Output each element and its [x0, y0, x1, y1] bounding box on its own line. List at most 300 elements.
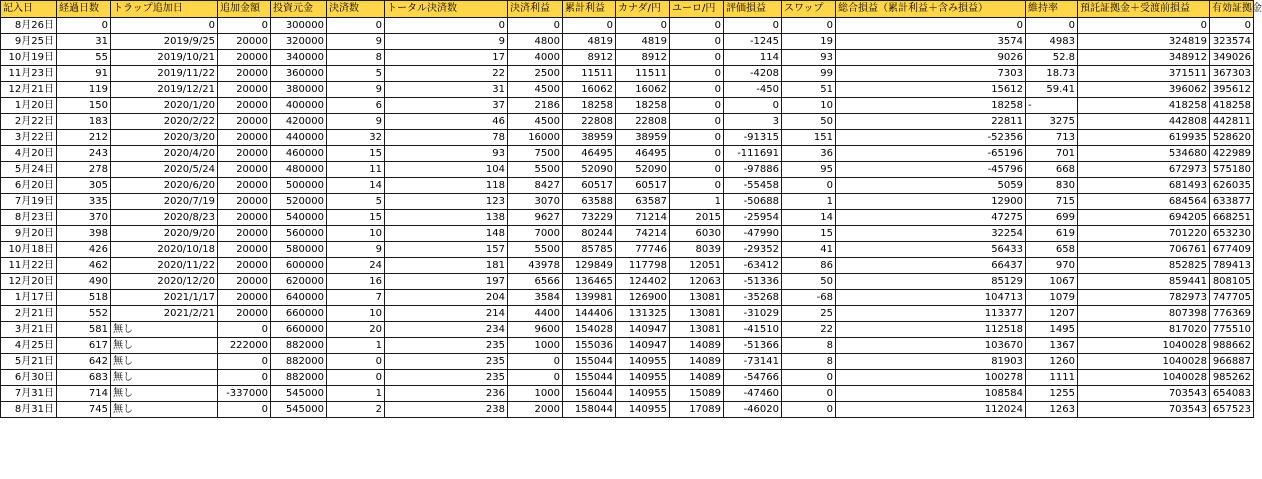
table-cell[interactable]: 0: [57, 18, 111, 34]
table-cell[interactable]: 370: [57, 210, 111, 226]
table-cell[interactable]: 714: [57, 386, 111, 402]
table-cell[interactable]: 0: [670, 50, 724, 66]
table-cell[interactable]: 214: [385, 306, 508, 322]
table-cell[interactable]: -46020: [724, 402, 782, 418]
table-cell[interactable]: 85129: [836, 274, 1026, 290]
table-cell[interactable]: 442811: [1210, 114, 1254, 130]
table-cell[interactable]: 985262: [1210, 370, 1254, 386]
table-cell[interactable]: -41510: [724, 322, 782, 338]
table-cell[interactable]: 0: [218, 354, 271, 370]
table-cell[interactable]: 235: [385, 338, 508, 354]
table-cell[interactable]: -91315: [724, 130, 782, 146]
table-cell[interactable]: 0: [508, 18, 563, 34]
table-cell[interactable]: 150: [57, 98, 111, 114]
table-cell[interactable]: 18258: [616, 98, 670, 114]
table-cell[interactable]: 2019/10/21: [111, 50, 218, 66]
table-cell[interactable]: 2020/1/20: [111, 98, 218, 114]
table-cell[interactable]: 22808: [563, 114, 616, 130]
table-cell[interactable]: 8月23日: [1, 210, 57, 226]
table-cell[interactable]: 156044: [563, 386, 616, 402]
table-cell[interactable]: 50: [782, 274, 836, 290]
table-cell[interactable]: 0: [508, 370, 563, 386]
table-cell[interactable]: 2020/3/20: [111, 130, 218, 146]
table-cell[interactable]: 78: [385, 130, 508, 146]
table-cell[interactable]: 56433: [836, 242, 1026, 258]
table-cell[interactable]: 677409: [1210, 242, 1254, 258]
table-cell[interactable]: 776369: [1210, 306, 1254, 322]
table-cell[interactable]: 633877: [1210, 194, 1254, 210]
table-cell[interactable]: 112518: [836, 322, 1026, 338]
table-cell[interactable]: 859441: [1078, 274, 1210, 290]
table-cell[interactable]: 10月18日: [1, 242, 57, 258]
table-cell[interactable]: 80244: [563, 226, 616, 242]
table-cell[interactable]: 5月24日: [1, 162, 57, 178]
table-cell[interactable]: 1255: [1026, 386, 1078, 402]
table-cell[interactable]: 47275: [836, 210, 1026, 226]
table-cell[interactable]: 20: [327, 322, 385, 338]
column-header[interactable]: 決済数: [327, 1, 385, 18]
table-cell[interactable]: 9: [385, 34, 508, 50]
table-cell[interactable]: 2020/5/24: [111, 162, 218, 178]
table-cell[interactable]: 7: [327, 290, 385, 306]
table-cell[interactable]: 10: [782, 98, 836, 114]
table-cell[interactable]: 640000: [271, 290, 327, 306]
table-cell[interactable]: -51366: [724, 338, 782, 354]
table-cell[interactable]: 140947: [616, 338, 670, 354]
table-cell[interactable]: 11月23日: [1, 66, 57, 82]
table-cell[interactable]: 460000: [271, 146, 327, 162]
table-cell[interactable]: 882000: [271, 354, 327, 370]
table-cell[interactable]: 2020/4/20: [111, 146, 218, 162]
table-cell[interactable]: 無し: [111, 370, 218, 386]
table-cell[interactable]: 6030: [670, 226, 724, 242]
table-cell[interactable]: 6566: [508, 274, 563, 290]
table-cell[interactable]: 1: [327, 338, 385, 354]
table-cell[interactable]: 154028: [563, 322, 616, 338]
table-cell[interactable]: 320000: [271, 34, 327, 50]
table-cell[interactable]: 0: [670, 66, 724, 82]
table-cell[interactable]: 0: [782, 18, 836, 34]
table-cell[interactable]: 360000: [271, 66, 327, 82]
table-cell[interactable]: 1040028: [1078, 338, 1210, 354]
table-cell[interactable]: 20000: [218, 274, 271, 290]
table-cell[interactable]: 3275: [1026, 114, 1078, 130]
table-cell[interactable]: -63412: [724, 258, 782, 274]
table-cell[interactable]: 2020/12/20: [111, 274, 218, 290]
table-cell[interactable]: 3: [724, 114, 782, 130]
column-header[interactable]: 投資元金: [271, 1, 327, 18]
table-cell[interactable]: 660000: [271, 306, 327, 322]
column-header[interactable]: スワップ: [782, 1, 836, 18]
table-cell[interactable]: 2月22日: [1, 114, 57, 130]
table-cell[interactable]: 0: [670, 178, 724, 194]
table-cell[interactable]: 970: [1026, 258, 1078, 274]
table-cell[interactable]: 713: [1026, 130, 1078, 146]
table-cell[interactable]: 681493: [1078, 178, 1210, 194]
table-cell[interactable]: 12月21日: [1, 82, 57, 98]
table-cell[interactable]: 882000: [271, 370, 327, 386]
table-cell[interactable]: 703543: [1078, 386, 1210, 402]
table-cell[interactable]: 580000: [271, 242, 327, 258]
table-cell[interactable]: -337000: [218, 386, 271, 402]
table-cell[interactable]: 16062: [616, 82, 670, 98]
table-cell[interactable]: 545000: [271, 402, 327, 418]
table-cell[interactable]: 22: [782, 322, 836, 338]
table-cell[interactable]: 2020/10/18: [111, 242, 218, 258]
table-cell[interactable]: 14: [782, 210, 836, 226]
table-cell[interactable]: 2020/8/23: [111, 210, 218, 226]
table-cell[interactable]: 4月25日: [1, 338, 57, 354]
table-cell[interactable]: 13081: [670, 306, 724, 322]
table-cell[interactable]: 520000: [271, 194, 327, 210]
table-cell[interactable]: 380000: [271, 82, 327, 98]
table-cell[interactable]: 617: [57, 338, 111, 354]
table-cell[interactable]: 324819: [1078, 34, 1210, 50]
table-cell[interactable]: 4819: [616, 34, 670, 50]
table-cell[interactable]: 14089: [670, 338, 724, 354]
table-cell[interactable]: 235: [385, 354, 508, 370]
table-cell[interactable]: 4400: [508, 306, 563, 322]
table-cell[interactable]: 140955: [616, 386, 670, 402]
column-header[interactable]: 追加金額: [218, 1, 271, 18]
table-cell[interactable]: 124402: [616, 274, 670, 290]
table-cell[interactable]: 77746: [616, 242, 670, 258]
table-cell[interactable]: 575180: [1210, 162, 1254, 178]
table-cell[interactable]: 8427: [508, 178, 563, 194]
table-cell[interactable]: 17089: [670, 402, 724, 418]
table-cell[interactable]: 882000: [271, 338, 327, 354]
table-cell[interactable]: -35268: [724, 290, 782, 306]
table-cell[interactable]: 371511: [1078, 66, 1210, 82]
table-cell[interactable]: 9600: [508, 322, 563, 338]
table-cell[interactable]: 701220: [1078, 226, 1210, 242]
table-cell[interactable]: -73141: [724, 354, 782, 370]
table-cell[interactable]: 657523: [1210, 402, 1254, 418]
table-cell[interactable]: 8月26日: [1, 18, 57, 34]
column-header[interactable]: 累計利益: [563, 1, 616, 18]
table-cell[interactable]: 52090: [616, 162, 670, 178]
table-cell[interactable]: 683: [57, 370, 111, 386]
table-cell[interactable]: 0: [1026, 18, 1078, 34]
table-cell[interactable]: 1495: [1026, 322, 1078, 338]
table-cell[interactable]: 0: [670, 98, 724, 114]
table-cell[interactable]: 830: [1026, 178, 1078, 194]
table-cell[interactable]: -97886: [724, 162, 782, 178]
table-cell[interactable]: 197: [385, 274, 508, 290]
table-cell[interactable]: 20000: [218, 34, 271, 50]
table-cell[interactable]: 20000: [218, 258, 271, 274]
table-cell[interactable]: 420000: [271, 114, 327, 130]
table-cell[interactable]: 2500: [508, 66, 563, 82]
table-cell[interactable]: 20000: [218, 194, 271, 210]
table-cell[interactable]: 9: [327, 82, 385, 98]
table-cell[interactable]: 4000: [508, 50, 563, 66]
table-cell[interactable]: 17: [385, 50, 508, 66]
table-cell[interactable]: 16000: [508, 130, 563, 146]
table-cell[interactable]: 41: [782, 242, 836, 258]
table-cell[interactable]: 426: [57, 242, 111, 258]
table-cell[interactable]: 808105: [1210, 274, 1254, 290]
table-cell[interactable]: 747705: [1210, 290, 1254, 306]
table-cell[interactable]: 8912: [616, 50, 670, 66]
table-cell[interactable]: 123: [385, 194, 508, 210]
table-cell[interactable]: 15: [327, 146, 385, 162]
table-cell[interactable]: 540000: [271, 210, 327, 226]
table-cell[interactable]: 348912: [1078, 50, 1210, 66]
table-cell[interactable]: 5月21日: [1, 354, 57, 370]
table-cell[interactable]: 0: [111, 18, 218, 34]
table-cell[interactable]: -31029: [724, 306, 782, 322]
table-cell[interactable]: -55458: [724, 178, 782, 194]
table-cell[interactable]: 136465: [563, 274, 616, 290]
table-cell[interactable]: 1207: [1026, 306, 1078, 322]
table-cell[interactable]: 20000: [218, 242, 271, 258]
table-cell[interactable]: 14089: [670, 354, 724, 370]
table-cell[interactable]: 20000: [218, 226, 271, 242]
table-cell[interactable]: 51: [782, 82, 836, 98]
table-cell[interactable]: 619: [1026, 226, 1078, 242]
table-cell[interactable]: 0: [1210, 18, 1254, 34]
table-cell[interactable]: 442808: [1078, 114, 1210, 130]
table-cell[interactable]: 43978: [508, 258, 563, 274]
table-cell[interactable]: 2月21日: [1, 306, 57, 322]
table-cell[interactable]: 63587: [616, 194, 670, 210]
table-cell[interactable]: 140955: [616, 370, 670, 386]
column-header[interactable]: 記入日: [1, 1, 57, 18]
table-cell[interactable]: 4800: [508, 34, 563, 50]
table-cell[interactable]: -1245: [724, 34, 782, 50]
table-cell[interactable]: 119: [57, 82, 111, 98]
table-cell[interactable]: 2020/9/20: [111, 226, 218, 242]
table-cell[interactable]: -47990: [724, 226, 782, 242]
table-cell[interactable]: 20000: [218, 50, 271, 66]
table-cell[interactable]: 642: [57, 354, 111, 370]
table-cell[interactable]: 10: [327, 226, 385, 242]
table-cell[interactable]: -65196: [836, 146, 1026, 162]
table-cell[interactable]: 660000: [271, 322, 327, 338]
table-cell[interactable]: 12900: [836, 194, 1026, 210]
table-cell[interactable]: 782973: [1078, 290, 1210, 306]
table-cell[interactable]: 55: [57, 50, 111, 66]
table-cell[interactable]: 20000: [218, 82, 271, 98]
table-cell[interactable]: 9月20日: [1, 226, 57, 242]
table-cell[interactable]: 658: [1026, 242, 1078, 258]
table-cell[interactable]: 15612: [836, 82, 1026, 98]
table-cell[interactable]: -45796: [836, 162, 1026, 178]
table-cell[interactable]: 0: [563, 18, 616, 34]
table-cell[interactable]: 6: [327, 98, 385, 114]
table-cell[interactable]: 672973: [1078, 162, 1210, 178]
table-cell[interactable]: 93: [385, 146, 508, 162]
table-cell[interactable]: 518: [57, 290, 111, 306]
table-cell[interactable]: 126900: [616, 290, 670, 306]
table-cell[interactable]: 20000: [218, 98, 271, 114]
table-cell[interactable]: 46: [385, 114, 508, 130]
table-cell[interactable]: 20000: [218, 306, 271, 322]
table-cell[interactable]: 6月20日: [1, 178, 57, 194]
table-cell[interactable]: 無し: [111, 322, 218, 338]
table-cell[interactable]: -51336: [724, 274, 782, 290]
table-cell[interactable]: 118: [385, 178, 508, 194]
table-cell[interactable]: 10: [327, 306, 385, 322]
table-cell[interactable]: 103670: [836, 338, 1026, 354]
table-cell[interactable]: 2021/1/17: [111, 290, 218, 306]
table-cell[interactable]: 3月22日: [1, 130, 57, 146]
table-cell[interactable]: 139981: [563, 290, 616, 306]
table-cell[interactable]: 300000: [271, 18, 327, 34]
table-cell[interactable]: -450: [724, 82, 782, 98]
table-cell[interactable]: 16: [327, 274, 385, 290]
table-cell[interactable]: 32254: [836, 226, 1026, 242]
table-cell[interactable]: 7303: [836, 66, 1026, 82]
table-cell[interactable]: 140947: [616, 322, 670, 338]
table-cell[interactable]: 0: [836, 18, 1026, 34]
table-cell[interactable]: 140955: [616, 402, 670, 418]
table-cell[interactable]: 140955: [616, 354, 670, 370]
table-cell[interactable]: 無し: [111, 402, 218, 418]
table-cell[interactable]: 490: [57, 274, 111, 290]
table-cell[interactable]: 無し: [111, 338, 218, 354]
table-cell[interactable]: 0: [327, 370, 385, 386]
table-cell[interactable]: 2000: [508, 402, 563, 418]
table-cell[interactable]: 1263: [1026, 402, 1078, 418]
table-cell[interactable]: 552: [57, 306, 111, 322]
table-cell[interactable]: 1月20日: [1, 98, 57, 114]
column-header[interactable]: トラップ追加日: [111, 1, 218, 18]
table-cell[interactable]: 12063: [670, 274, 724, 290]
table-cell[interactable]: 2020/6/20: [111, 178, 218, 194]
table-cell[interactable]: 91: [57, 66, 111, 82]
table-cell[interactable]: 2: [327, 402, 385, 418]
table-cell[interactable]: 52.8: [1026, 50, 1078, 66]
table-cell[interactable]: 0: [782, 178, 836, 194]
column-header[interactable]: カナダ/円: [616, 1, 670, 18]
column-header[interactable]: 総合損益（累計利益＋含み損益）: [836, 1, 1026, 18]
table-cell[interactable]: 0: [218, 322, 271, 338]
table-cell[interactable]: 2019/12/21: [111, 82, 218, 98]
table-cell[interactable]: 0: [218, 370, 271, 386]
table-cell[interactable]: 560000: [271, 226, 327, 242]
table-cell[interactable]: 20000: [218, 146, 271, 162]
table-cell[interactable]: -: [1026, 98, 1078, 114]
table-cell[interactable]: 5: [327, 66, 385, 82]
table-cell[interactable]: 323574: [1210, 34, 1254, 50]
table-cell[interactable]: 668251: [1210, 210, 1254, 226]
table-cell[interactable]: -52356: [836, 130, 1026, 146]
table-cell[interactable]: 60517: [563, 178, 616, 194]
table-cell[interactable]: 3070: [508, 194, 563, 210]
table-cell[interactable]: 無し: [111, 354, 218, 370]
table-cell[interactable]: -68: [782, 290, 836, 306]
table-cell[interactable]: 18258: [836, 98, 1026, 114]
table-cell[interactable]: 0: [782, 370, 836, 386]
table-cell[interactable]: 155044: [563, 370, 616, 386]
table-cell[interactable]: 59.41: [1026, 82, 1078, 98]
table-cell[interactable]: 620000: [271, 274, 327, 290]
table-cell[interactable]: 8: [782, 354, 836, 370]
table-cell[interactable]: 8月31日: [1, 402, 57, 418]
table-cell[interactable]: 15: [327, 210, 385, 226]
table-cell[interactable]: 104: [385, 162, 508, 178]
table-cell[interactable]: 31: [385, 82, 508, 98]
table-cell[interactable]: 422989: [1210, 146, 1254, 162]
table-cell[interactable]: 9: [327, 242, 385, 258]
table-cell[interactable]: 93: [782, 50, 836, 66]
table-cell[interactable]: 8: [327, 50, 385, 66]
table-cell[interactable]: 4819: [563, 34, 616, 50]
table-cell[interactable]: 0: [327, 18, 385, 34]
table-cell[interactable]: 2020/7/19: [111, 194, 218, 210]
table-cell[interactable]: 500000: [271, 178, 327, 194]
table-cell[interactable]: 117798: [616, 258, 670, 274]
table-cell[interactable]: 3584: [508, 290, 563, 306]
table-cell[interactable]: 0: [670, 82, 724, 98]
table-cell[interactable]: 112024: [836, 402, 1026, 418]
table-cell[interactable]: 528620: [1210, 130, 1254, 146]
table-cell[interactable]: 8: [782, 338, 836, 354]
table-cell[interactable]: 4500: [508, 82, 563, 98]
table-cell[interactable]: 108584: [836, 386, 1026, 402]
table-cell[interactable]: 22808: [616, 114, 670, 130]
table-cell[interactable]: 7000: [508, 226, 563, 242]
table-cell[interactable]: 181: [385, 258, 508, 274]
table-cell[interactable]: 32: [327, 130, 385, 146]
table-cell[interactable]: 1079: [1026, 290, 1078, 306]
table-cell[interactable]: 19: [782, 34, 836, 50]
table-cell[interactable]: 335: [57, 194, 111, 210]
table-cell[interactable]: 668: [1026, 162, 1078, 178]
table-cell[interactable]: 1040028: [1078, 354, 1210, 370]
table-cell[interactable]: 204: [385, 290, 508, 306]
table-cell[interactable]: 95: [782, 162, 836, 178]
table-cell[interactable]: 581: [57, 322, 111, 338]
table-cell[interactable]: 1: [782, 194, 836, 210]
table-cell[interactable]: 222000: [218, 338, 271, 354]
table-cell[interactable]: 988662: [1210, 338, 1254, 354]
column-header[interactable]: 預託証拠金＋受渡前損益: [1078, 1, 1210, 18]
table-cell[interactable]: 1: [327, 386, 385, 402]
table-cell[interactable]: 1000: [508, 338, 563, 354]
table-cell[interactable]: 158044: [563, 402, 616, 418]
table-cell[interactable]: 12月20日: [1, 274, 57, 290]
table-cell[interactable]: 699: [1026, 210, 1078, 226]
table-cell[interactable]: 278: [57, 162, 111, 178]
table-cell[interactable]: 18.73: [1026, 66, 1078, 82]
table-cell[interactable]: 104713: [836, 290, 1026, 306]
table-cell[interactable]: -54766: [724, 370, 782, 386]
table-cell[interactable]: 0: [724, 18, 782, 34]
table-cell[interactable]: 66437: [836, 258, 1026, 274]
table-cell[interactable]: 71214: [616, 210, 670, 226]
table-cell[interactable]: 14: [327, 178, 385, 194]
table-cell[interactable]: 694205: [1078, 210, 1210, 226]
table-cell[interactable]: 400000: [271, 98, 327, 114]
table-cell[interactable]: 2015: [670, 210, 724, 226]
table-cell[interactable]: 11511: [616, 66, 670, 82]
table-cell[interactable]: -4208: [724, 66, 782, 82]
table-cell[interactable]: 3574: [836, 34, 1026, 50]
table-cell[interactable]: 20000: [218, 210, 271, 226]
table-cell[interactable]: 418258: [1210, 98, 1254, 114]
table-cell[interactable]: 3月21日: [1, 322, 57, 338]
table-cell[interactable]: 157: [385, 242, 508, 258]
column-header[interactable]: 経過日数: [57, 1, 111, 18]
table-cell[interactable]: 20000: [218, 130, 271, 146]
table-cell[interactable]: 20000: [218, 162, 271, 178]
table-cell[interactable]: 74214: [616, 226, 670, 242]
table-cell[interactable]: 1月17日: [1, 290, 57, 306]
table-cell[interactable]: 10月19日: [1, 50, 57, 66]
